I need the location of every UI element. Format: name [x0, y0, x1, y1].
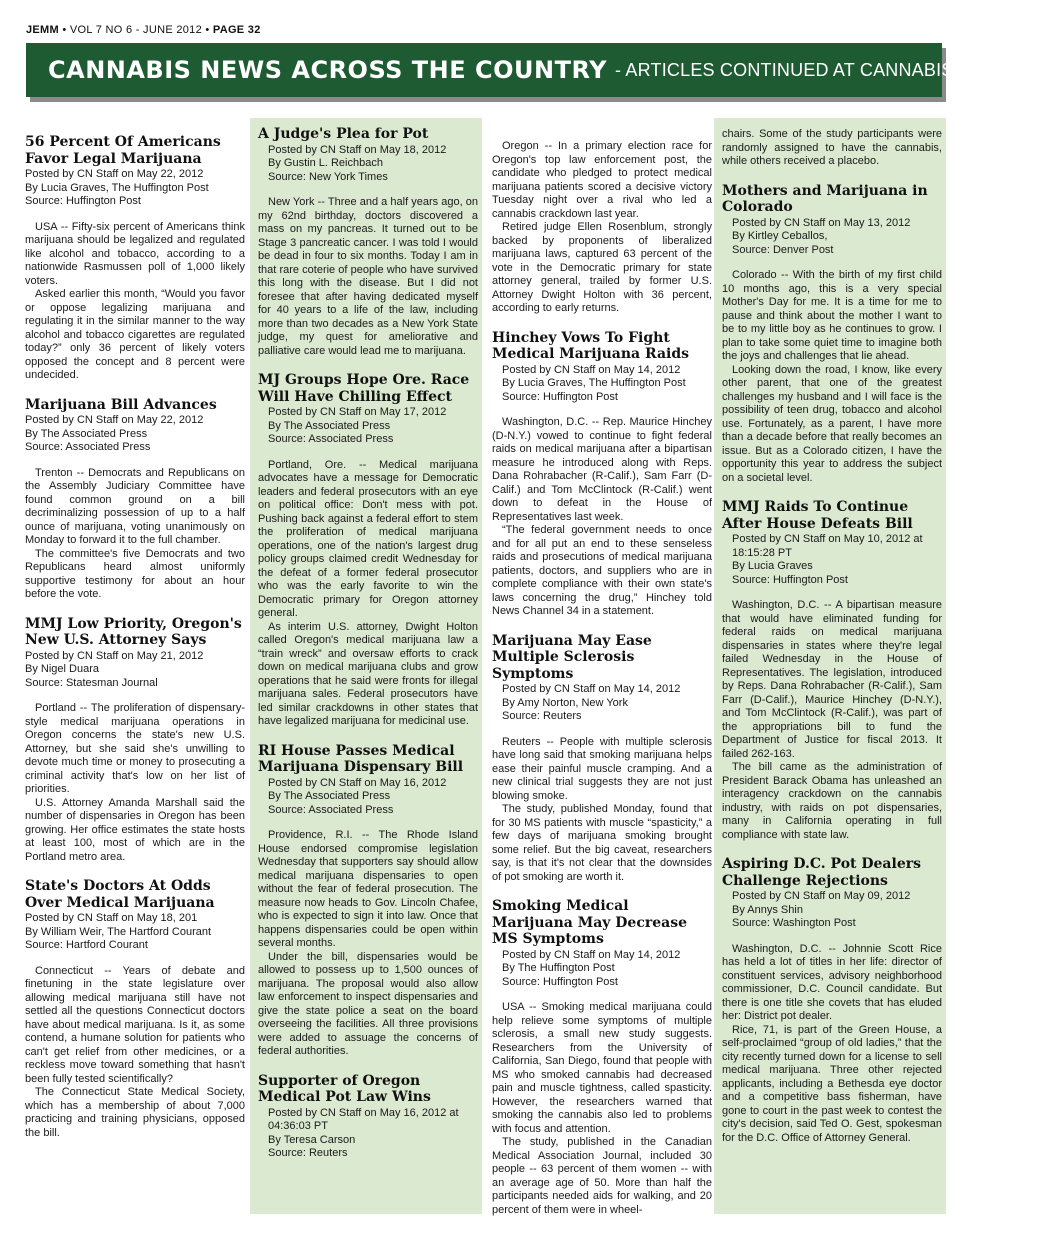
- article-byline: Source: Statesman Journal: [25, 676, 158, 689]
- article-paragraph: Reuters -- People with multiple sclerosis have long said that smoking marijuana helps ease their painful muscle cramping. And a new clinical trial suggests they are not just blowing smoke.: [492, 735, 712, 802]
- article-byline: Posted by CN Staff on May 22, 2012: [25, 414, 204, 426]
- article: [492, 140, 712, 316]
- article-byline: By Amy Norton, New York: [502, 696, 628, 709]
- article-paragraph: Washington, D.C. -- Johnnie Scott Rice has held a lot of titles in her life: director of constituent services, advisory neighborhood commissioner, D.C. Council candidate. But there is one title she covets that has eluded her: District pot dealer.: [722, 942, 942, 1022]
- article: [722, 499, 942, 842]
- article-headline: A Judge's Plea for Pot: [258, 126, 429, 142]
- article-paragraph: The bill came as the administration of President Barack Obama has unleashed an interagency crackdown on the cannabis industry, with raids on pot dispensaries, many in California operating in full compliance with state law.: [722, 761, 942, 841]
- article-headline: Supporter of Oregon Medical Pot Law Wins: [258, 1072, 431, 1105]
- article-headline: 56 Percent Of Americans Favor Legal Marijuana: [25, 134, 221, 167]
- continued-text: chairs. Some of the study participants were randomly assigned to have the cannabis, while others received a placebo.: [722, 128, 942, 167]
- article: [25, 397, 245, 602]
- article-byline: By The Huffington Post: [502, 962, 615, 974]
- column-1: [25, 134, 245, 1214]
- column-4: [722, 128, 942, 1208]
- article: [25, 616, 245, 865]
- article-byline: Posted by CN Staff on May 22, 2012: [25, 168, 204, 180]
- article-paragraph: Looking down the road, I know, like every other parent, that one of the greatest challenges my husband and I will face is the possibility of teen drug, tobacco and alcohol use. Fortunately, as a parent, I have more than a decade before that really becomes an issue. But as a Colorado citizen, I have the opportunity this year to address the subject on a societal level.: [722, 363, 942, 484]
- section-banner: [26, 43, 1056, 97]
- folio-separator: •: [202, 24, 213, 36]
- article-paragraph: Oregon -- In a primary election race for Oregon's top law enforcement post, the candidate who pledged to protect medical marijuana patients scored a decisive victory Tuesday night over a rival who led a cannabis crackdown last year.: [492, 140, 712, 220]
- article-byline: Source: Huffington Post: [502, 390, 618, 403]
- article-byline: By Teresa Carson: [268, 1133, 356, 1146]
- article-byline: By Kirtley Ceballos,: [732, 230, 828, 242]
- article-byline: Source: Huffington Post: [25, 195, 141, 207]
- article-paragraph: Connecticut -- Years of debate and finetuning in the state legislature over allowing medical marijuana still have not settled all the questions Connecticut doctors have about medical marijuana. Is it, as some contend, a humane solution for patients who can't get relief from other medicines, or a reckless move toward something that hasn't been fully tested scientifically?: [25, 964, 245, 1085]
- article-byline: Posted by CN Staff on May 17, 2012: [268, 406, 447, 418]
- article-paragraph: USA -- Smoking medical marijuana could help relieve some symptoms of multiple sclerosis, a small new study suggests. Researchers from the University of California, San Diego, found that people with MS who smoked cannabis had decreased pain and muscle tightness, called spasticity. However, the researchers warned that smoking the cannabis also led to problems with focus and attention.: [492, 1001, 712, 1135]
- article-byline: Source: Associated Press: [25, 441, 151, 453]
- article-byline: Source: Huffington Post: [502, 975, 618, 988]
- article-byline: Posted by CN Staff on May 09, 2012: [732, 890, 911, 902]
- article-paragraph: Portland -- The proliferation of dispensary-style medical marijuana operations in Oregon concerns the state's new U.S. Attorney, but she said she's unwilling to devote much time or money to prosecuting a criminal activity that's low on her list of priorities.: [25, 702, 245, 795]
- article-paragraph: Rice, 71, is part of the Green House, a self-proclaimed “group of old ladies,” that the city recently turned down for a license to sell medical marijuana. Three other rejected applicants, including a Bethesda eye doctor and a competitive bass fisherman, have gone to court in the past week to contest the city's decision, said Ted O. Gest, spokesman for the D.C. Office of Attorney General.: [722, 1023, 942, 1144]
- article-paragraph: The committee's five Democrats and two Republicans heard almost uniformly supportive testimony for about an hour before the vote.: [25, 547, 245, 600]
- column-3: [492, 140, 712, 1220]
- article-byline: By Lucia Graves: [732, 560, 813, 572]
- article: [25, 134, 245, 383]
- article-headline: State's Doctors At Odds Over Medical Marijuana: [25, 878, 215, 911]
- banner-title: CANNABIS NEWS ACROSS THE COUNTRY: [48, 56, 608, 84]
- article-byline: By The Associated Press: [268, 419, 391, 432]
- article-headline: MMJ Raids To Continue After House Defeats Bill: [722, 499, 913, 532]
- article-headline: MMJ Low Priority, Oregon's New U.S. Attorney Says: [25, 615, 242, 648]
- article-byline: Posted by CN Staff on May 16, 2012: [268, 776, 447, 789]
- article-paragraph: Washington, D.C. -- A bipartisan measure that would have eliminated funding for federal raids on medical marijuana dispensaries in states where they're legal failed Wednesday in the House of Representatives. The legislation, introduced by Reps. Dana Rohrabacher (R-Calif.), Sam Farr (D-Calif.), Maurice Hinchey (D-N.Y.), and Tom McClintock (R-Calif.), was part of the appropriations bill to fund the Department of Justice for fiscal 2013. It failed 262-163.: [722, 599, 942, 760]
- article-byline: Posted by CN Staff on May 10, 2012 at 18:15:28 PT: [732, 533, 923, 559]
- article: [722, 856, 942, 1145]
- article-byline: By Gustin L. Reichbach: [268, 157, 383, 169]
- article: [25, 878, 245, 1140]
- article-paragraph: USA -- Fifty-six percent of Americans think marijuana should be legalized and regulated like alcohol and tobacco, according to a nationwide Rasmussen poll of 1,000 likely voters.: [25, 220, 245, 287]
- article-headline: Marijuana May Ease Multiple Sclerosis Symptoms: [492, 632, 652, 682]
- article-paragraph: “The federal government needs to once and for all put an end to these senseless raids and prosecutions of medical marijuana patients, doctors, and suppliers who are in complete compliance with their own state's laws concerning the drug,” Hinchey told News Channel 34 in a statement.: [492, 524, 712, 617]
- publication-name: JEMM: [26, 24, 59, 36]
- article-paragraph: Asked earlier this month, “Would you favor or oppose legalizing marijuana and regulating it in the similar manner to the way alcohol and tobacco cigarettes are regulated today?” only 36 percent of likely voters opposed the concept and 8 percent were undecided.: [25, 288, 245, 381]
- article-byline: By The Associated Press: [268, 790, 391, 802]
- article-byline: Posted by CN Staff on May 14, 2012: [502, 683, 681, 695]
- article-paragraph: U.S. Attorney Amanda Marshall said the number of dispensaries in Oregon has been growing. Her office estimates the state hosts at least 100, most of which are in the Portland metro area.: [25, 796, 245, 863]
- folio-separator: •: [58, 24, 70, 36]
- spacer: [722, 587, 942, 599]
- article-paragraph: Retired judge Ellen Rosenblum, strongly backed by proponents of liberalized marijuana laws, captured 63 percent of the vote in the Democratic primary for state attorney general, trailed by former U.S. Attorney Dwight Holton with 36 percent, according to early returns.: [492, 221, 712, 314]
- article-byline: Source: Associated Press: [268, 433, 394, 445]
- article-headline: Smoking Medical Marijuana May Decrease MS Symptoms: [492, 898, 687, 947]
- article: [722, 183, 942, 486]
- article-byline: By Nigel Duara: [25, 663, 99, 675]
- article-byline: By William Weir, The Hartford Courant: [25, 925, 212, 938]
- spacer: [258, 184, 478, 196]
- article: [258, 126, 478, 358]
- article-byline: By The Associated Press: [25, 427, 148, 440]
- article-paragraph: The study, published Monday, found that for 30 MS patients with muscle “spasticity,” a few days of marijuana smoking brought some relief. But the big caveat, researchers say, is that it's not clear that the downsides of pot smoking are worth it.: [492, 803, 712, 883]
- spacer: [258, 447, 478, 459]
- article-paragraph: Portland, Ore. -- Medical marijuana advocates have a message for Democratic leaders and federal prosecutors with an eye on political office: Don't mess with pot. Pushing back against a federal effort to stem the proliferation of medical marijuana operations, one of the nation's largest drug policy groups claimed credit Wednesday for the defeat of a former federal prosecutor who was the early favorite to win the Democratic primary for Oregon attorney general.: [258, 458, 478, 619]
- spacer: [492, 404, 712, 416]
- column-2: [258, 126, 478, 1206]
- article-paragraph: Providence, R.I. -- The Rhode Island House endorsed compromise legislation Wednesday that supporters say should allow medical marijuana dispensaries to open without the fear of federal prosecution. The measure now heads to Gov. Lincoln Chafee, who is expected to sign it into law. Once that happens dispensaries could be open within several months.: [258, 829, 478, 949]
- article-byline: Posted by CN Staff on May 14, 2012: [502, 363, 681, 376]
- article-byline: By Annys Shin: [732, 903, 803, 916]
- spacer: [25, 690, 245, 702]
- article: [492, 633, 712, 885]
- spacer: [25, 209, 245, 221]
- article-paragraph: Washington, D.C. -- Rep. Maurice Hinchey (D-N.Y.) vowed to continue to fight federal raids on medical marijuana after a bipartisan measure he introduced along with Reps. Dana Rohrabacher (R-Calif.), Sam Farr (D-Calif.) and Tom McClintock (R-Calif.) went down to defeat in the House of Representatives last week.: [492, 416, 712, 523]
- article-byline: Source: Hartford Courant: [25, 939, 148, 951]
- article-paragraph: As interim U.S. attorney, Dwight Holton called Oregon's medical marijuana law a “train wreck” and oversaw efforts to crack down on medical marijuana clubs and grow operations that he said were fronts for illegal marijuana sales. Federal prosecutors have led similar crackdowns in other states that have legalized marijuana for medicinal use.: [258, 620, 478, 727]
- article-paragraph: New York -- Three and a half years ago, on my 62nd birthday, doctors discovered a mass on my pancreas. It turned out to be Stage 3 pancreatic cancer. I was told I would be dead in four to six months. Today I am in that rare coterie of people who have survived this long with the disease. But I did not foresee that after having dedicated myself for 40 years to a life of the law, including more than two decades as a New York State judge, my quest for ameliorative and palliative care would lead me to marijuana.: [258, 196, 478, 357]
- article-byline: Source: Associated Press: [268, 803, 394, 816]
- issue-info: VOL 7 NO 6 - JUNE 2012: [69, 24, 202, 36]
- article-headline: Mothers and Marijuana in Colorado: [722, 182, 928, 215]
- article-byline: Source: New York Times: [268, 170, 388, 183]
- spacer: [25, 953, 245, 965]
- article-byline: Source: Reuters: [502, 710, 582, 722]
- article: [258, 372, 478, 729]
- article-byline: Posted by CN Staff on May 21, 2012: [25, 649, 204, 662]
- article-byline: Source: Denver Post: [732, 243, 834, 256]
- spacer: [492, 989, 712, 1001]
- spacer: [722, 257, 942, 269]
- spacer: [492, 724, 712, 736]
- article-byline: Source: Huffington Post: [732, 573, 848, 586]
- folio-line: [26, 24, 261, 36]
- article-byline: By Lucia Graves, The Huffington Post: [25, 181, 209, 194]
- article-headline: Aspiring D.C. Pot Dealers Challenge Rejections: [722, 856, 921, 889]
- article: [258, 1073, 478, 1161]
- article-byline: Source: Reuters: [268, 1147, 348, 1159]
- article-paragraph: Colorado -- With the birth of my first child 10 months ago, this is a very special Mother's Day for me. It is a time for me to pause and think about the mother I want to be to my little boy as he continues to grow. I plan to take some quiet time to imagine both the joys and challenges that lie ahead.: [722, 269, 942, 362]
- banner-subtitle: - ARTICLES CONTINUED AT CANNABISNEWS.COM: [615, 59, 1056, 80]
- article-headline: Hinchey Vows To Fight Medical Marijuana Raids: [492, 329, 690, 362]
- article-byline: Posted by CN Staff on May 13, 2012: [732, 216, 911, 229]
- article-paragraph: The study, published in the Canadian Medical Association Journal, included 30 people -- 63 percent of them women -- with an average age of 50. More than half the participants needed aids for walking, and 20 percent of them were in wheel-: [492, 1136, 712, 1216]
- article-headline: MJ Groups Hope Ore. Race Will Have Chilling Effect: [258, 372, 470, 405]
- article: [492, 330, 712, 619]
- article-byline: Posted by CN Staff on May 14, 2012: [502, 948, 681, 961]
- article-headline: Marijuana Bill Advances: [25, 396, 217, 413]
- spacer: [25, 455, 245, 467]
- article: [258, 743, 478, 1059]
- spacer: [722, 931, 942, 943]
- article-byline: Posted by CN Staff on May 18, 201: [25, 912, 198, 924]
- article-paragraph: Under the bill, dispensaries would be allowed to possess up to 1,500 ounces of marijuana. The proposal would also allow law enforcement to inspect dispensaries and give the state police a seat on the board overseeing the facilities. All three provisions were added to assuage the concerns of federal authorities.: [258, 950, 478, 1057]
- spacer: [258, 817, 478, 829]
- article-headline: RI House Passes Medical Marijuana Dispensary Bill: [258, 742, 464, 775]
- article-byline: Posted by CN Staff on May 18, 2012: [268, 143, 447, 156]
- page-number: PAGE 32: [212, 24, 261, 36]
- article-paragraph: The Connecticut State Medical Society, which has a membership of about 7,000 practicing and training physicians, opposed the bill.: [25, 1086, 245, 1139]
- article-byline: By Lucia Graves, The Huffington Post: [502, 377, 686, 389]
- article-byline: Posted by CN Staff on May 16, 2012 at 04:36:03 PT: [268, 1106, 459, 1132]
- article-byline: Source: Washington Post: [732, 917, 856, 929]
- article-paragraph: Trenton -- Democrats and Republicans on the Assembly Judiciary Committee have found common ground on a bill decriminalizing possession of up to a half ounce of marijuana, voting unanimously on Monday to forward it to the full chamber.: [25, 466, 245, 546]
- article: [492, 898, 712, 1217]
